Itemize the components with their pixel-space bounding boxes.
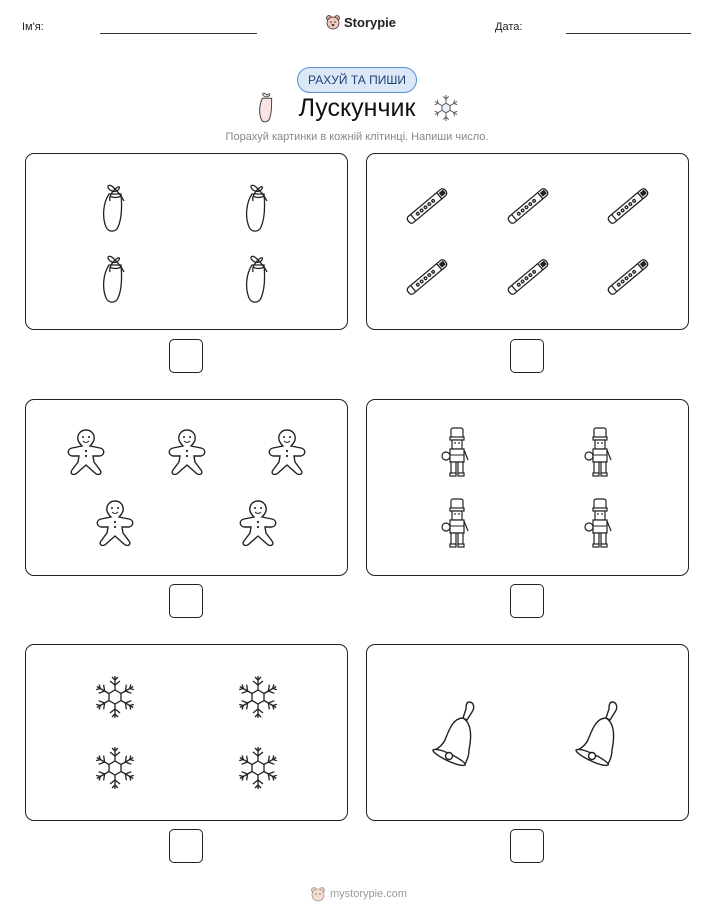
counting-panel-snowflakes [25, 644, 348, 821]
name-label: Ім'я: [22, 21, 44, 33]
flute-icon [502, 180, 554, 237]
snowflake-icon [235, 745, 281, 796]
flute-icon [401, 180, 453, 237]
nutcracker-icon [584, 426, 614, 483]
instructions: Порахуй картинки в кожній клітинці. Напиши число. [225, 131, 489, 143]
answer-box-flutes[interactable] [510, 339, 544, 373]
flute-icon [502, 251, 554, 308]
answer-box-nutcrackers[interactable] [510, 584, 544, 618]
footer [310, 886, 407, 902]
answer-box-gingerbread[interactable] [169, 584, 203, 618]
gingerbread-man-icon [165, 428, 209, 481]
nutcracker-icon [441, 426, 471, 483]
footer-url: mystorypie.com [330, 888, 408, 900]
date-line[interactable] [566, 33, 691, 34]
ballet-shoe-icon [97, 179, 133, 238]
counting-panel-ballet-shoes [25, 153, 348, 330]
bear-icon [310, 886, 326, 902]
gingerbread-man-icon [64, 428, 108, 481]
counting-panel-gingerbread [25, 399, 348, 576]
date-label: Дата: [495, 21, 523, 33]
answer-box-bells[interactable] [510, 829, 544, 863]
activity-badge: РАХУЙ ТА ПИШИ [297, 67, 417, 93]
brand-name: Storypie [344, 14, 397, 30]
bear-icon [325, 14, 341, 30]
nutcracker-icon [441, 497, 471, 554]
flute-icon [401, 251, 453, 308]
snowflake-icon [235, 674, 281, 725]
gingerbread-man-icon [265, 428, 309, 481]
ballet-shoe-icon [240, 179, 276, 238]
bell-icon [572, 698, 626, 773]
snowflake-icon [431, 93, 461, 123]
storypie-logo [325, 14, 396, 30]
snowflake-icon [92, 674, 138, 725]
name-line[interactable] [100, 33, 257, 34]
flute-icon [602, 180, 654, 237]
answer-box-ballet-shoes[interactable] [169, 339, 203, 373]
gingerbread-man-icon [93, 499, 137, 552]
gingerbread-man-icon [236, 499, 280, 552]
page-title: Лускунчик [298, 94, 416, 122]
nutcracker-icon [584, 497, 614, 554]
ballet-shoe-icon [97, 250, 133, 309]
counting-panel-nutcrackers [366, 399, 689, 576]
snowflake-icon [92, 745, 138, 796]
answer-box-snowflakes[interactable] [169, 829, 203, 863]
ballet-shoe-icon [240, 250, 276, 309]
bell-icon [429, 698, 483, 773]
flute-icon [602, 251, 654, 308]
counting-panel-bells [366, 644, 689, 821]
